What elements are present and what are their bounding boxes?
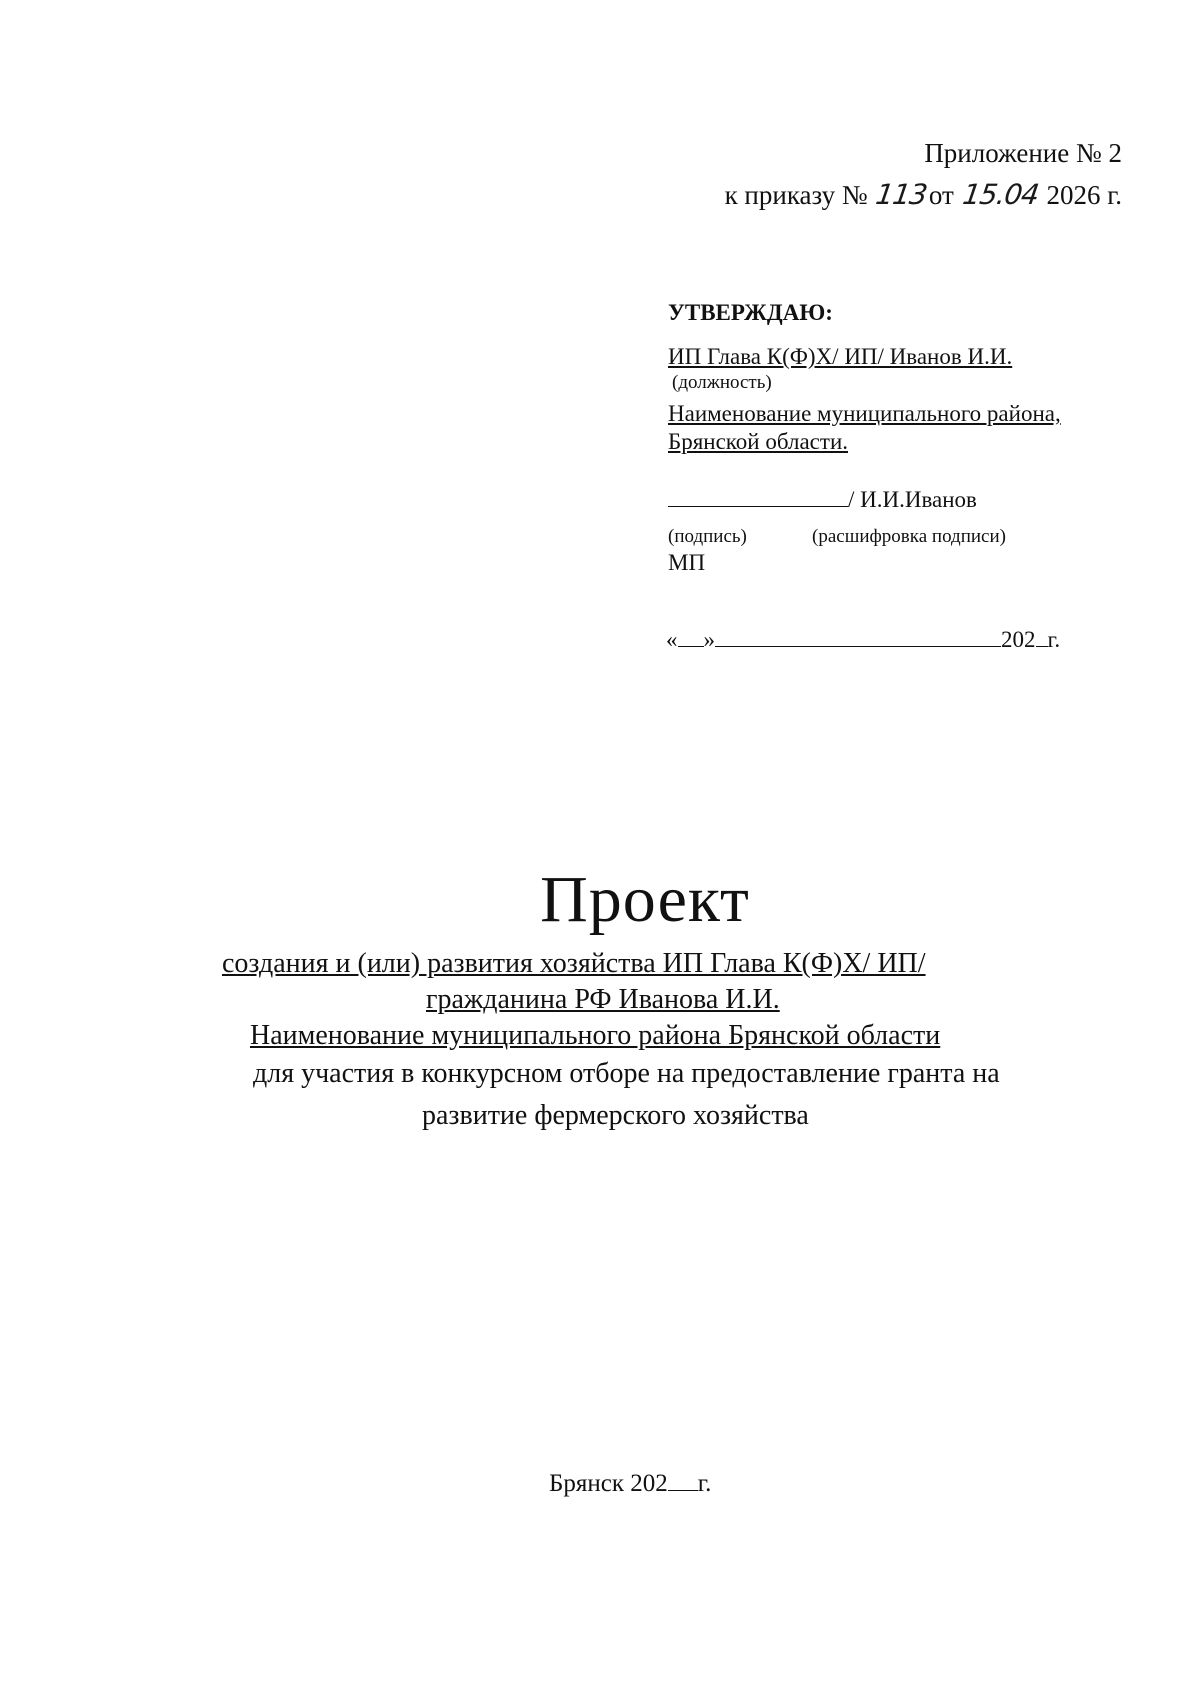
date-open-quote: « — [666, 627, 678, 652]
footer-city-year — [549, 1470, 711, 1498]
municipality-name — [668, 400, 1061, 456]
order-number-handwritten: 113 — [874, 178, 930, 211]
order-year: 2026 г. — [1046, 180, 1122, 210]
municipality-line-1: Наименование муниципального района, — [668, 401, 1061, 426]
approval-date-row — [666, 627, 1060, 653]
date-month-blank — [715, 628, 1001, 647]
date-close-quote: » — [703, 627, 715, 652]
date-day-blank — [678, 628, 704, 647]
order-from: от — [928, 180, 954, 210]
date-year-blank — [1036, 628, 1048, 647]
date-year-prefix: 202 — [1001, 627, 1036, 652]
subtitle-line-3: Наименование муниципального района Брянской области — [250, 1020, 941, 1051]
subtitle-line-5: развитие фермерского хозяйства — [422, 1100, 809, 1131]
order-reference — [725, 178, 1122, 211]
date-year-suffix: г. — [1047, 627, 1061, 652]
signature-decoded: / И.И.Иванов — [848, 487, 977, 512]
signature-blank-line — [668, 486, 848, 507]
stamp-place: МП — [668, 550, 706, 575]
approver-name: ИП Глава К(Ф)Х/ ИП/ Иванов И.И. — [668, 344, 1013, 369]
footer-year-blank — [668, 1472, 698, 1491]
decode-caption: (расшифровка подписи) — [812, 526, 1006, 547]
order-prefix: к приказу № — [724, 180, 868, 210]
footer-city-prefix: Брянск 202 — [549, 1470, 668, 1497]
subtitle-line-2: гражданина РФ Иванова И.И. — [426, 984, 780, 1015]
footer-year-suffix: г. — [697, 1470, 712, 1497]
signature-caption: (подпись) — [668, 526, 747, 547]
approve-heading: УТВЕРЖДАЮ: — [668, 300, 833, 325]
subtitle-line-4: для участия в конкурсном отборе на предоставление гранта на — [253, 1058, 1000, 1089]
subtitle-line-1: создания и (или) развития хозяйства ИП Глава К(Ф)Х/ ИП/ — [222, 948, 926, 979]
signature-row — [668, 486, 977, 513]
project-title: Проект — [540, 863, 750, 936]
position-caption: (должность) — [672, 372, 772, 393]
appendix-label: Приложение № 2 — [924, 138, 1122, 168]
order-date-handwritten: 15.04 — [960, 178, 1041, 211]
municipality-line-2: Брянской области. — [668, 429, 849, 454]
